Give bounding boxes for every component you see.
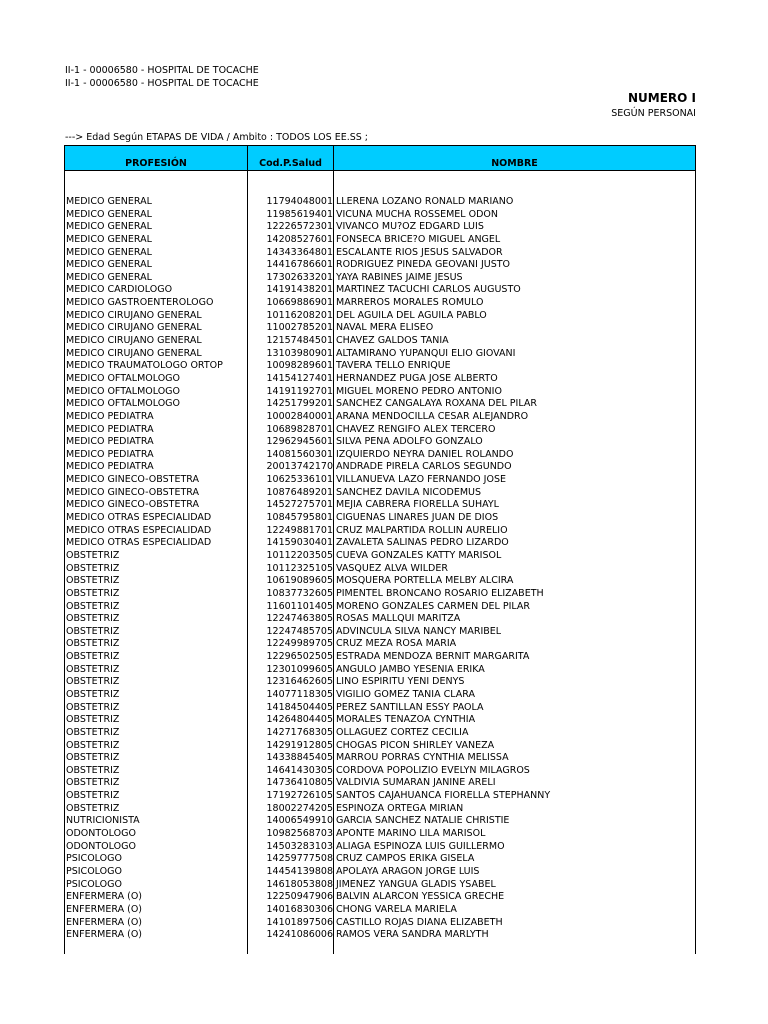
- cell-codigo: 14191438201: [266, 284, 333, 296]
- cell-nombre: ZAVALETA SALINAS PEDRO LIZARDO: [336, 537, 509, 549]
- cell-codigo: 10669886901: [266, 297, 333, 309]
- cell-profesion: MEDICO PEDIATRA: [66, 423, 154, 435]
- cell-nombre: PIMENTEL BRONCANO ROSARIO ELIZABETH: [336, 587, 544, 599]
- cell-profesion: OBSTETRIZ: [66, 701, 120, 713]
- table-header: [64, 145, 696, 171]
- column-header-profesion: PROFESIÓN: [65, 146, 248, 170]
- table-row: [65, 436, 695, 449]
- cell-codigo: 14241086006: [266, 929, 333, 941]
- cell-codigo: 14006549910: [266, 815, 333, 827]
- table-row: [65, 297, 695, 310]
- cell-profesion: PSICOLOGO: [66, 853, 122, 865]
- cell-nombre: TAVERA TELLO ENRIQUE: [336, 360, 451, 372]
- cell-codigo: 14154127401: [266, 372, 333, 384]
- cell-profesion: MEDICO CIRUJANO GENERAL: [66, 335, 202, 347]
- cell-profesion: MEDICO CIRUJANO GENERAL: [66, 322, 202, 334]
- cell-nombre: APOLAYA ARAGON JORGE LUIS: [336, 865, 480, 877]
- cell-codigo: 12247485705: [266, 625, 333, 637]
- cell-nombre: LLERENA LOZANO RONALD MARIANO: [336, 196, 514, 207]
- table-row: [65, 322, 695, 335]
- cell-profesion: PSICOLOGO: [66, 878, 122, 890]
- table-row: [65, 714, 695, 727]
- table-row: [65, 929, 695, 942]
- table-row: [65, 891, 695, 904]
- cell-codigo: 14251799201: [266, 398, 333, 410]
- cell-nombre: ALTAMIRANO YUPANQUI ELIO GIOVANI: [336, 347, 516, 359]
- cell-codigo: 14016830306: [266, 903, 333, 915]
- cell-nombre: DEL AGUILA DEL AGUILA PABLO: [336, 309, 487, 321]
- cell-profesion: OBSTETRIZ: [66, 714, 120, 726]
- cell-nombre: VICUÑA MUCHA ROSSEMEL ODON: [336, 208, 498, 220]
- cell-nombre: ANDRADE PIRELA CARLOS SEGUNDO: [336, 461, 512, 473]
- cell-codigo: 11985619401: [266, 208, 333, 220]
- cell-profesion: OBSTETRIZ: [66, 663, 120, 675]
- cell-nombre: APONTE MARIÑO LILA MARISOL: [336, 828, 486, 840]
- cell-codigo: 14527275701: [266, 499, 333, 511]
- cell-profesion: ENFERMERA (O): [66, 916, 142, 928]
- cell-profesion: MEDICO CIRUJANO GENERAL: [66, 347, 202, 359]
- table-row: [65, 664, 695, 677]
- cell-profesion: OBSTETRIZ: [66, 764, 120, 776]
- cell-codigo: 14454139808: [266, 865, 333, 877]
- cell-nombre: ROSAS MALLQUI MARITZA: [336, 613, 461, 625]
- cell-codigo: 10982568703: [266, 828, 333, 840]
- cell-profesion: MEDICO TRAUMATOLOGO ORTOP: [66, 360, 223, 372]
- cell-codigo: 10112203505: [266, 549, 333, 561]
- cell-profesion: ENFERMERA (O): [66, 903, 142, 915]
- cell-profesion: OBSTETRIZ: [66, 752, 120, 764]
- cell-codigo: 10002840001: [266, 410, 333, 422]
- cell-profesion: MEDICO GENERAL: [66, 271, 152, 283]
- table-row: [65, 411, 695, 424]
- cell-nombre: CHONG VARELA MARIELA: [336, 903, 457, 915]
- cell-nombre: HERNANDEZ PUGA JOSE ALBERTO: [336, 372, 498, 384]
- table-row: [65, 373, 695, 386]
- table-row: [65, 866, 695, 879]
- report-subtitle: SEGÚN PERSONAI: [611, 108, 696, 119]
- cell-codigo: 14503283103: [266, 840, 333, 852]
- cell-codigo: 18002274205: [266, 802, 333, 814]
- cell-profesion: OBSTETRIZ: [66, 688, 120, 700]
- cell-profesion: MEDICO GENERAL: [66, 259, 152, 271]
- cell-nombre: JIMENEZ YANGUA GLADIS YSABEL: [336, 878, 496, 890]
- table-row: [65, 461, 695, 474]
- cell-profesion: MEDICO PEDIATRA: [66, 410, 154, 422]
- cell-nombre: MORALES TENAZOA CYNTHIA: [336, 714, 476, 726]
- cell-profesion: MEDICO CIRUJANO GENERAL: [66, 309, 202, 321]
- cell-codigo: 10619089605: [266, 575, 333, 587]
- cell-codigo: 10116208201: [266, 309, 333, 321]
- cell-codigo: 17302633201: [266, 271, 333, 283]
- cell-codigo: 10689828701: [266, 423, 333, 435]
- cell-codigo: 12247463805: [266, 613, 333, 625]
- table-row: [65, 512, 695, 525]
- table-row: [65, 638, 695, 651]
- table-row: [65, 550, 695, 563]
- cell-nombre: CRUZ MEZA ROSA MARIA: [336, 638, 457, 650]
- table-row: [65, 537, 695, 550]
- cell-profesion: OBSTETRIZ: [66, 587, 120, 599]
- cell-nombre: BALVIN ALARCON YESSICA GRECHE: [336, 891, 505, 903]
- cell-codigo: 12249989705: [266, 638, 333, 650]
- table-row: [65, 815, 695, 828]
- cell-nombre: CRUZ MALPARTIDA ROLLIN AURELIO: [336, 524, 508, 536]
- cell-nombre: FONSECA BRICE?O MIGUEL ANGEL: [336, 233, 501, 245]
- table-row: [65, 765, 695, 778]
- filter-criteria: ---> Edad Según ETAPAS DE VIDA / Ambito : TODOS LOS EE.SS ;: [65, 132, 369, 143]
- table-row: [65, 841, 695, 854]
- table-row: [65, 499, 695, 512]
- table-row: [65, 917, 695, 930]
- cell-codigo: 10845795801: [266, 512, 333, 524]
- cell-codigo: 12316462605: [266, 676, 333, 688]
- cell-codigo: 14343364801: [266, 246, 333, 258]
- cell-nombre: VIGILIO GOMEZ TANIA CLARA: [336, 688, 475, 700]
- cell-codigo: 14736410805: [266, 777, 333, 789]
- table-row: [65, 904, 695, 917]
- table-row: [65, 740, 695, 753]
- cell-nombre: ESTRADA MENDOZA BERNIT MARGARITA: [336, 651, 530, 663]
- table-row: [65, 360, 695, 373]
- cell-profesion: ODONTOLOGO: [66, 840, 136, 852]
- cell-codigo: 14264804405: [266, 714, 333, 726]
- cell-nombre: SILVA PEÑA ADOLFO GONZALO: [336, 436, 483, 448]
- cell-profesion: MEDICO GENERAL: [66, 233, 152, 245]
- cell-codigo: 14416786601: [266, 259, 333, 271]
- table-row: [65, 853, 695, 866]
- cell-profesion: OBSTETRIZ: [66, 676, 120, 688]
- table-row: [65, 284, 695, 297]
- cell-nombre: NAVAL MERA ELISEO: [336, 322, 434, 334]
- cell-profesion: OBSTETRIZ: [66, 651, 120, 663]
- cell-nombre: CHOGAS PICON SHIRLEY VANEZA: [336, 739, 495, 751]
- report-title: NUMERO I: [627, 91, 696, 105]
- cell-profesion: OBSTETRIZ: [66, 549, 120, 561]
- table-row: [65, 474, 695, 487]
- cell-nombre: MARREROS MORALES ROMULO: [336, 297, 484, 309]
- table-row: [65, 525, 695, 538]
- cell-codigo: 14184504405: [266, 701, 333, 713]
- table-row: [65, 386, 695, 399]
- cell-profesion: MEDICO PEDIATRA: [66, 461, 154, 473]
- cell-profesion: OBSTETRIZ: [66, 739, 120, 751]
- cell-nombre: VILLANUEVA LAZO FERNANDO JOSE: [336, 474, 506, 486]
- cell-profesion: MEDICO OTRAS ESPECIALIDAD: [66, 537, 212, 549]
- cell-codigo: 10112325105: [266, 562, 333, 574]
- cell-nombre: MIGUEL MORENO PEDRO ANTONIO: [336, 385, 502, 397]
- cell-nombre: ESPINOZA ORTEGA MIRIAN: [336, 802, 464, 814]
- cell-profesion: OBSTETRIZ: [66, 562, 120, 574]
- cell-profesion: OBSTETRIZ: [66, 726, 120, 738]
- table-row: [65, 702, 695, 715]
- cell-profesion: MEDICO OFTALMOLOGO: [66, 385, 181, 397]
- table-row: [65, 790, 695, 803]
- cell-profesion: ENFERMERA (O): [66, 929, 142, 941]
- cell-codigo: 13103980901: [266, 347, 333, 359]
- table-row: [65, 613, 695, 626]
- cell-codigo: 12296502505: [266, 651, 333, 663]
- cell-profesion: OBSTETRIZ: [66, 625, 120, 637]
- cell-nombre: ARANA MENDOCILLA CESAR ALEJANDRO: [336, 410, 529, 422]
- cell-codigo: 12226572301: [266, 221, 333, 233]
- table-row: [65, 487, 695, 500]
- cell-nombre: VALDIVIA SUMARAN JANINE ARELI: [336, 777, 496, 789]
- cell-profesion: OBSTETRIZ: [66, 600, 120, 612]
- cell-profesion: MEDICO GENERAL: [66, 246, 152, 258]
- table-row: [65, 752, 695, 765]
- cell-nombre: CASTILLO ROJAS DIANA ELIZABETH: [336, 916, 503, 928]
- cell-nombre: ALIAGA ESPINOZA LUIS GUILLERMO: [336, 840, 505, 852]
- table-row: [65, 651, 695, 664]
- cell-codigo: 14191192701: [266, 385, 333, 397]
- table-row: [65, 424, 695, 437]
- cell-nombre: VASQUEZ ALVA WILDER: [336, 562, 448, 574]
- cell-nombre: PEREZ SANTILLAN ESSY PAOLA: [336, 701, 484, 713]
- cell-nombre: CRUZ CAMPOS ERIKA GISELA: [336, 853, 475, 865]
- cell-codigo: 14271768305: [266, 726, 333, 738]
- cell-codigo: 12249881701: [266, 524, 333, 536]
- table-row: [65, 209, 695, 222]
- cell-nombre: SANCHEZ CANGALAYA ROXANA DEL PILAR: [336, 398, 537, 410]
- cell-profesion: MEDICO OFTALMOLOGO: [66, 398, 181, 410]
- cell-nombre: MARTINEZ TACUCHI CARLOS AUGUSTO: [336, 284, 521, 296]
- cell-codigo: 14208527601: [266, 233, 333, 245]
- table-body: [65, 196, 695, 942]
- cell-nombre: MARROU PORRAS CYNTHIA MELISSA: [336, 752, 509, 764]
- cell-codigo: 14159030401: [266, 537, 333, 549]
- cell-codigo: 11002785201: [266, 322, 333, 334]
- cell-codigo: 10876489201: [266, 486, 333, 498]
- cell-nombre: MORENO GONZALES CARMEN DEL PILAR: [336, 600, 531, 612]
- cell-nombre: CIGUEÑAS LINARES JUAN DE DIOS: [336, 512, 499, 524]
- cell-codigo: 14338845405: [266, 752, 333, 764]
- table-row: [65, 221, 695, 234]
- table-row: [65, 348, 695, 361]
- cell-nombre: CUEVA GONZALES KATTY MARISOL: [336, 549, 502, 561]
- cell-codigo: 10098289601: [266, 360, 333, 372]
- cell-profesion: MEDICO PEDIATRA: [66, 436, 154, 448]
- report-header-line-1: II-1 - 00006580 - HOSPITAL DE TOCACHE: [65, 65, 259, 76]
- cell-codigo: 14081560301: [266, 448, 333, 460]
- column-header-codigo: Cod.P.Salud: [248, 146, 334, 170]
- cell-profesion: MEDICO GINECO-OBSTETRA: [66, 499, 199, 511]
- cell-codigo: 14641430305: [266, 764, 333, 776]
- cell-profesion: MEDICO OTRAS ESPECIALIDAD: [66, 524, 212, 536]
- cell-profesion: PSICOLOGO: [66, 865, 122, 877]
- table-row: [65, 626, 695, 639]
- cell-codigo: 20013742170: [266, 461, 333, 473]
- cell-profesion: MEDICO GINECO-OBSTETRA: [66, 486, 199, 498]
- table-row: [65, 601, 695, 614]
- cell-codigo: 12301099605: [266, 663, 333, 675]
- cell-nombre: ADVINCULA SILVA NANCY MARIBEL: [336, 625, 502, 637]
- cell-codigo: 10837732605: [266, 587, 333, 599]
- cell-profesion: MEDICO GENERAL: [66, 221, 152, 233]
- cell-nombre: SANTOS CAJAHUANCA FIORELLA STEPHANNY: [336, 790, 551, 802]
- table-row: [65, 247, 695, 260]
- cell-profesion: OBSTETRIZ: [66, 790, 120, 802]
- cell-profesion: MEDICO CARDIOLOGO: [66, 284, 173, 296]
- cell-profesion: OBSTETRIZ: [66, 802, 120, 814]
- cell-nombre: SANCHEZ DAVILA NICODEMUS: [336, 486, 482, 498]
- cell-nombre: RAMOS VERA SANDRA MARLYTH: [336, 929, 489, 941]
- cell-profesion: OBSTETRIZ: [66, 613, 120, 625]
- column-header-nombre: NOMBRE: [491, 158, 538, 169]
- table-row: [65, 879, 695, 892]
- cell-nombre: MEJIA CABRERA FIORELLA SUHAYL: [336, 499, 499, 511]
- cell-profesion: OBSTETRIZ: [66, 575, 120, 587]
- cell-codigo: 12962945601: [266, 436, 333, 448]
- table-row: [65, 777, 695, 790]
- cell-nombre: ESCALANTE RIOS JESUS SALVADOR: [336, 246, 503, 258]
- cell-nombre: RODRIGUEZ PINEDA GEOVANI JUSTO: [336, 259, 511, 271]
- cell-codigo: 14259777508: [266, 853, 333, 865]
- table-row: [65, 689, 695, 702]
- table-row: [65, 563, 695, 576]
- cell-profesion: MEDICO GENERAL: [66, 208, 152, 220]
- cell-codigo: 14077118305: [266, 688, 333, 700]
- cell-codigo: 14291912805: [266, 739, 333, 751]
- table-row: [65, 449, 695, 462]
- table-row: [65, 803, 695, 816]
- table-row: [65, 310, 695, 323]
- cell-profesion: MEDICO GINECO-OBSTETRA: [66, 474, 199, 486]
- cell-codigo: 11601101405: [266, 600, 333, 612]
- cell-codigo: 14101897506: [266, 916, 333, 928]
- table-row: [65, 828, 695, 841]
- cell-profesion: OBSTETRIZ: [66, 638, 120, 650]
- cell-nombre: ANGULO JAMBO YESENIA ERIKA: [336, 663, 485, 675]
- cell-codigo: 14618053808: [266, 878, 333, 890]
- cell-nombre: MOSQUERA PORTELLA MELBY ALCIRA: [336, 575, 514, 587]
- cell-nombre: IZQUIERDO NEYRA DANIEL ROLANDO: [336, 448, 514, 460]
- cell-nombre: OLLAGUEZ CORTEZ CECILIA: [336, 726, 469, 738]
- cell-profesion: MEDICO GASTROENTEROLOGO: [66, 297, 214, 309]
- cell-profesion: ENFERMERA (O): [66, 891, 142, 903]
- cell-profesion: MEDICO OTRAS ESPECIALIDAD: [66, 512, 212, 524]
- table-row: [65, 335, 695, 348]
- cell-nombre: YAYA RABINES JAIME JESUS: [336, 271, 463, 283]
- table-row: [65, 727, 695, 740]
- cell-nombre: VIVANCO MU?OZ EDGARD LUIS: [336, 221, 484, 233]
- cell-nombre: LINO ESPIRITU YENI DENYS: [336, 676, 465, 688]
- table-row: [65, 196, 695, 209]
- cell-nombre: CHAVEZ GALDOS TANIA: [336, 335, 449, 347]
- cell-profesion: MEDICO OFTALMOLOGO: [66, 372, 181, 384]
- cell-profesion: MEDICO PEDIATRA: [66, 448, 154, 460]
- table-row: [65, 398, 695, 411]
- cell-profesion: OBSTETRIZ: [66, 777, 120, 789]
- cell-nombre: CHAVEZ RENGIFO ALEX TERCERO: [336, 423, 496, 435]
- table-row: [65, 575, 695, 588]
- cell-codigo: 10625336101: [266, 474, 333, 486]
- cell-nombre: GARCIA SANCHEZ NATALIE CHRISTIE: [336, 815, 510, 827]
- cell-codigo: 12157484501: [266, 335, 333, 347]
- table-row: [65, 234, 695, 247]
- report-header-line-2: II-1 - 00006580 - HOSPITAL DE TOCACHE: [65, 78, 259, 89]
- cell-profesion: ODONTOLOGO: [66, 828, 136, 840]
- cell-codigo: 17192726105: [266, 790, 333, 802]
- cell-codigo: 11794048001: [266, 196, 333, 207]
- cell-nombre: CORDOVA POPOLIZIO EVELYN MILAGROS: [336, 764, 530, 776]
- table-row: [65, 588, 695, 601]
- table-row: [65, 676, 695, 689]
- cell-codigo: 12250947906: [266, 891, 333, 903]
- table-row: [65, 259, 695, 272]
- cell-profesion: NUTRICIONISTA: [66, 815, 140, 827]
- cell-profesion: MEDICO GENERAL: [66, 196, 152, 207]
- table-row: [65, 272, 695, 285]
